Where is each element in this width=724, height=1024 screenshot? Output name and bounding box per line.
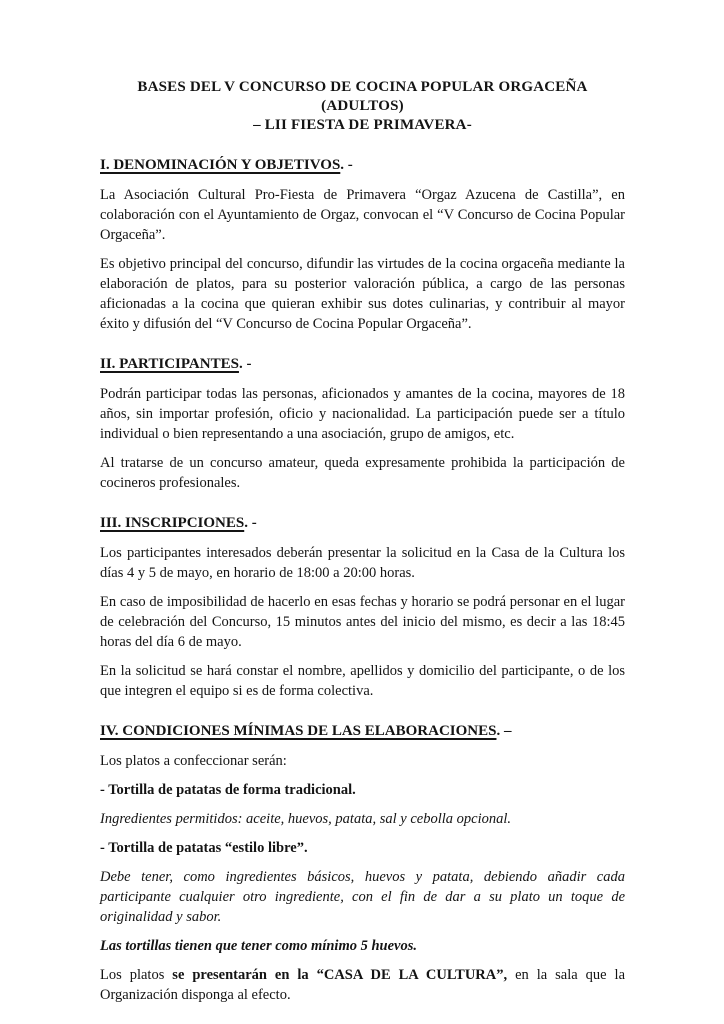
section-4-heading (100, 721, 625, 741)
document-title (100, 78, 625, 135)
dish-item-free-style: - Tortilla de patatas “estilo libre”. (100, 840, 308, 856)
paragraph: En caso de imposibilidad de hacerlo en esas fechas y horario se podrá personar en el lugar de celebración del Concurso, 15 minutos antes del inicio del mismo, es decir a las 18:45 horas del día 6 de mayo. (100, 594, 625, 650)
section-4-heading-suffix: . – (496, 723, 512, 739)
section-2-heading-suffix: . - (238, 356, 252, 372)
title-line-3: – LII FIESTA DE PRIMAVERA- (253, 117, 472, 133)
section-2-heading-text: II. PARTICIPANTES (100, 356, 239, 372)
title-line-2: (ADULTOS) (321, 98, 404, 114)
section-2-heading (100, 354, 625, 374)
section-participantes (100, 354, 625, 493)
section-3-heading-text: III. INSCRIPCIONES (100, 515, 245, 531)
section-1-heading-text: I. DENOMINACIÓN Y OBJETIVOS (100, 157, 341, 173)
paragraph: Es objetivo principal del concurso, difundir las virtudes de la cocina orgaceña mediante la elaboración de platos, para su posterior valoración pública, a cargo de las personas aficionadas a la cocina que quieran exhibir sus dotes culinarias, y contribuir al mayor éxito y difusión del “V Concurso de Cocina Popular Orgaceña”. (100, 256, 625, 332)
section-inscripciones (100, 513, 625, 701)
paragraph: Los participantes interesados deberán presentar la solicitud en la Casa de la Cultura los días 4 y 5 de mayo, en horario de 18:00 a 20:00 horas. (100, 545, 625, 581)
paragraph: La Asociación Cultural Pro-Fiesta de Primavera “Orgaz Azucena de Castilla”, en colaboración con el Ayuntamiento de Orgaz, convocan el “V Concurso de Cocina Popular Orgaceña”. (100, 187, 625, 243)
presentation-venue: se presentarán en la “CASA DE LA CULTURA”, (172, 967, 508, 983)
paragraph: Podrán participar todas las personas, aficionados y amantes de la cocina, mayores de 18 años, sin importar profesión, oficio y nacionalidad. La participación puede ser a título individual o bien representando a una asociación, grupo de amigos, etc. (100, 386, 625, 442)
section-condiciones-minimas (100, 721, 625, 1005)
section-3-heading (100, 513, 625, 533)
dish-item-traditional: - Tortilla de patatas de forma tradicional. (100, 782, 356, 798)
section-denominacion-objetivos (100, 155, 625, 334)
title-line-1: BASES DEL V CONCURSO DE COCINA POPULAR ORGACEÑA (137, 79, 588, 95)
presentation-suffix: en la sala que la Organización disponga al efecto. (100, 967, 625, 1003)
dish-ingredients-note: Ingredientes permitidos: aceite, huevos, patata, sal y cebolla opcional. (100, 811, 512, 827)
presentation-paragraph (100, 965, 625, 1005)
dish-free-style-note: Debe tener, como ingredientes básicos, huevos y patata, debiendo añadir cada participante cualquier otro ingrediente, con el fin de dar a su plato un toque de originalidad y sabor. (100, 869, 625, 925)
section-3-heading-suffix: . - (244, 515, 257, 531)
paragraph: Los platos a confeccionar serán: (100, 753, 287, 769)
section-1-heading-suffix: . - (340, 157, 353, 173)
presentation-prefix: Los platos (100, 967, 173, 983)
section-4-heading-text: IV. CONDICIONES MÍNIMAS DE LAS ELABORACIONES (100, 723, 497, 739)
paragraph: Al tratarse de un concurso amateur, queda expresamente prohibida la participación de cocineros profesionales. (100, 455, 625, 491)
paragraph: En la solicitud se hará constar el nombre, apellidos y domicilio del participante, o de los que integren el equipo si es de forma colectiva. (100, 663, 625, 699)
section-1-heading (100, 155, 625, 175)
minimum-eggs-rule: Las tortillas tienen que tener como mínimo 5 huevos. (100, 938, 418, 954)
